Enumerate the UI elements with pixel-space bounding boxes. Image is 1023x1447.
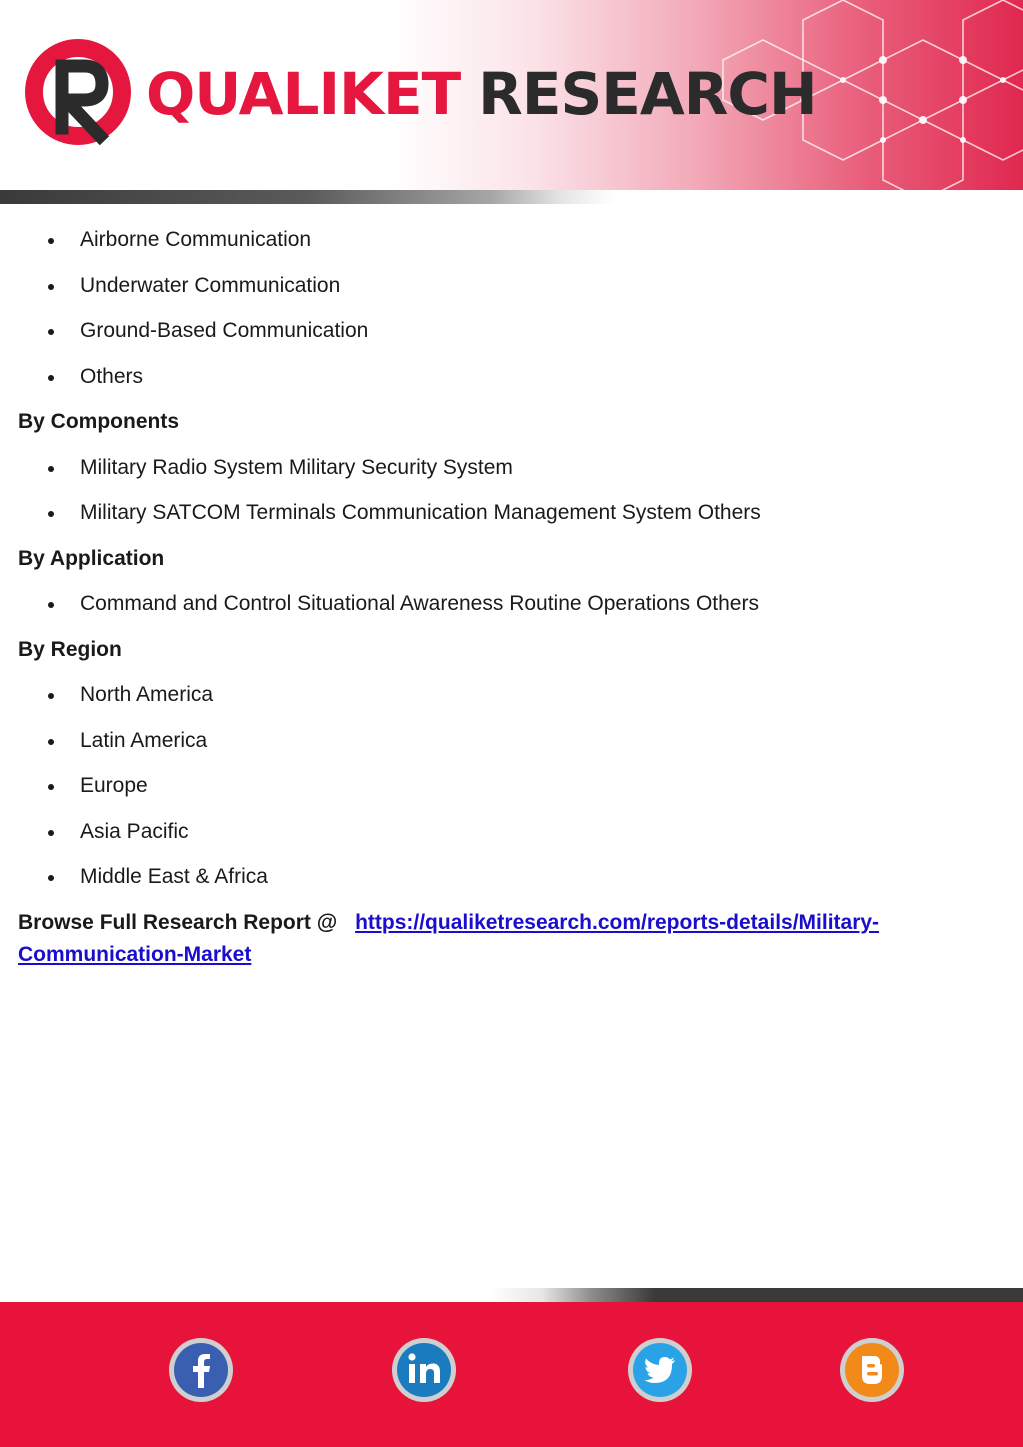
list-item: Military Radio System Military Security System	[18, 452, 978, 484]
region-list	[18, 679, 978, 893]
report-content	[18, 224, 978, 971]
qr-monogram-icon	[22, 36, 134, 148]
type-list	[18, 224, 978, 393]
header-divider	[0, 190, 1023, 204]
page-header	[0, 0, 1023, 190]
browse-report	[18, 907, 978, 971]
list-item: Underwater Communication	[18, 270, 978, 302]
brand-primary: QUALIKET	[146, 60, 461, 128]
brand-wordmark	[146, 62, 817, 126]
list-item: Asia Pacific	[18, 816, 978, 848]
list-item: Latin America	[18, 725, 978, 757]
facebook-icon[interactable]	[167, 1336, 235, 1404]
section-heading-application: By Application	[18, 546, 165, 570]
list-item: Others	[18, 361, 978, 393]
list-item: Command and Control Situational Awareness Routine Operations Others	[18, 588, 978, 620]
list-item: Middle East & Africa	[18, 861, 978, 893]
list-item: North America	[18, 679, 978, 711]
report-link[interactable]: https://qualiketresearch.com/reports-details/Military-Communication-Market	[18, 910, 880, 966]
page-footer	[0, 1302, 1023, 1447]
list-item: Airborne Communication	[18, 224, 978, 256]
application-list	[18, 588, 978, 620]
linkedin-icon[interactable]	[390, 1336, 458, 1404]
blogger-icon[interactable]	[838, 1336, 906, 1404]
section-heading-region: By Region	[18, 637, 122, 661]
list-item: Europe	[18, 770, 978, 802]
section-heading-components: By Components	[18, 410, 180, 433]
brand-secondary: RESEARCH	[478, 60, 817, 128]
list-item: Ground-Based Communication	[18, 315, 978, 347]
browse-label: Browse Full Research Report @	[18, 910, 338, 934]
twitter-icon[interactable]	[626, 1336, 694, 1404]
footer-divider	[0, 1288, 1023, 1302]
list-item: Military SATCOM Terminals Communication Management System Others	[18, 497, 978, 529]
components-list	[18, 452, 978, 530]
